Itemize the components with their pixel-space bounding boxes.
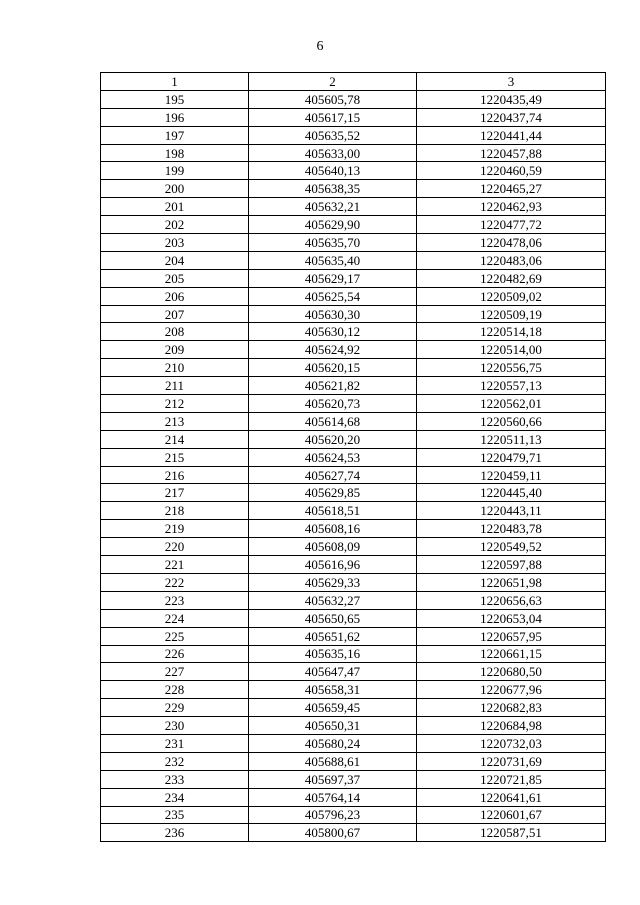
table-row [101,681,606,699]
x-coordinate-cell: 405638,35 [249,180,417,198]
y-coordinate-cell: 1220656,63 [417,591,606,609]
column-header-2: 2 [249,73,417,91]
column-header-3: 3 [417,73,606,91]
x-coordinate-cell: 405688,61 [249,752,417,770]
point-number-cell: 231 [101,734,249,752]
table-row [101,609,606,627]
y-coordinate-cell: 1220483,06 [417,251,606,269]
table-row [101,144,606,162]
y-coordinate-cell: 1220509,02 [417,287,606,305]
x-coordinate-cell: 405608,16 [249,520,417,538]
x-coordinate-cell: 405650,31 [249,717,417,735]
y-coordinate-cell: 1220731,69 [417,752,606,770]
point-number-cell: 198 [101,144,249,162]
table-row [101,573,606,591]
y-coordinate-cell: 1220684,98 [417,717,606,735]
table-row [101,663,606,681]
y-coordinate-cell: 1220732,03 [417,734,606,752]
point-number-cell: 211 [101,377,249,395]
y-coordinate-cell: 1220651,98 [417,573,606,591]
y-coordinate-cell: 1220562,01 [417,395,606,413]
y-coordinate-cell: 1220511,13 [417,430,606,448]
table-row [101,502,606,520]
point-number-cell: 228 [101,681,249,699]
point-number-cell: 220 [101,538,249,556]
y-coordinate-cell: 1220462,93 [417,198,606,216]
point-number-cell: 210 [101,359,249,377]
y-coordinate-cell: 1220483,78 [417,520,606,538]
x-coordinate-cell: 405640,13 [249,162,417,180]
table-row [101,377,606,395]
point-number-cell: 214 [101,430,249,448]
table-row [101,770,606,788]
table-row [101,323,606,341]
point-number-cell: 215 [101,448,249,466]
x-coordinate-cell: 405659,45 [249,699,417,717]
x-coordinate-cell: 405618,51 [249,502,417,520]
point-number-cell: 227 [101,663,249,681]
x-coordinate-cell: 405616,96 [249,556,417,574]
point-number-cell: 205 [101,269,249,287]
point-number-cell: 233 [101,770,249,788]
y-coordinate-cell: 1220482,69 [417,269,606,287]
y-coordinate-cell: 1220587,51 [417,824,606,842]
y-coordinate-cell: 1220479,71 [417,448,606,466]
x-coordinate-cell: 405614,68 [249,412,417,430]
point-number-cell: 197 [101,126,249,144]
x-coordinate-cell: 405651,62 [249,627,417,645]
x-coordinate-cell: 405647,47 [249,663,417,681]
table-row [101,234,606,252]
point-number-cell: 196 [101,108,249,126]
table-row [101,788,606,806]
y-coordinate-cell: 1220465,27 [417,180,606,198]
page-number: 6 [316,39,324,54]
point-number-cell: 225 [101,627,249,645]
point-number-cell: 201 [101,198,249,216]
point-number-cell: 207 [101,305,249,323]
table-row [101,287,606,305]
y-coordinate-cell: 1220721,85 [417,770,606,788]
x-coordinate-cell: 405621,82 [249,377,417,395]
coordinates-table [100,72,606,842]
y-coordinate-cell: 1220441,44 [417,126,606,144]
y-coordinate-cell: 1220459,11 [417,466,606,484]
x-coordinate-cell: 405629,17 [249,269,417,287]
table-row [101,520,606,538]
x-coordinate-cell: 405620,73 [249,395,417,413]
x-coordinate-cell: 405605,78 [249,90,417,108]
x-coordinate-cell: 405625,54 [249,287,417,305]
table-row [101,448,606,466]
point-number-cell: 222 [101,573,249,591]
x-coordinate-cell: 405796,23 [249,806,417,824]
point-number-cell: 206 [101,287,249,305]
y-coordinate-cell: 1220514,18 [417,323,606,341]
point-number-cell: 226 [101,645,249,663]
x-coordinate-cell: 405697,37 [249,770,417,788]
x-coordinate-cell: 405617,15 [249,108,417,126]
table-row [101,484,606,502]
point-number-cell: 213 [101,412,249,430]
x-coordinate-cell: 405630,12 [249,323,417,341]
y-coordinate-cell: 1220682,83 [417,699,606,717]
table-row [101,359,606,377]
point-number-cell: 202 [101,216,249,234]
y-coordinate-cell: 1220509,19 [417,305,606,323]
y-coordinate-cell: 1220457,88 [417,144,606,162]
table-row [101,162,606,180]
x-coordinate-cell: 405635,16 [249,645,417,663]
table-row [101,108,606,126]
table-body [101,90,606,841]
point-number-cell: 235 [101,806,249,824]
y-coordinate-cell: 1220435,49 [417,90,606,108]
point-number-cell: 203 [101,234,249,252]
point-number-cell: 230 [101,717,249,735]
x-coordinate-cell: 405627,74 [249,466,417,484]
y-coordinate-cell: 1220514,00 [417,341,606,359]
point-number-cell: 229 [101,699,249,717]
y-coordinate-cell: 1220677,96 [417,681,606,699]
y-coordinate-cell: 1220657,95 [417,627,606,645]
x-coordinate-cell: 405764,14 [249,788,417,806]
table-row [101,717,606,735]
table-row [101,538,606,556]
point-number-cell: 223 [101,591,249,609]
table-row [101,645,606,663]
point-number-cell: 208 [101,323,249,341]
table-header-row [101,73,606,91]
point-number-cell: 221 [101,556,249,574]
x-coordinate-cell: 405629,90 [249,216,417,234]
table-row [101,734,606,752]
y-coordinate-cell: 1220557,13 [417,377,606,395]
y-coordinate-cell: 1220661,15 [417,645,606,663]
table-row [101,556,606,574]
point-number-cell: 234 [101,788,249,806]
y-coordinate-cell: 1220556,75 [417,359,606,377]
table-row [101,269,606,287]
y-coordinate-cell: 1220478,06 [417,234,606,252]
point-number-cell: 217 [101,484,249,502]
x-coordinate-cell: 405658,31 [249,681,417,699]
point-number-cell: 219 [101,520,249,538]
x-coordinate-cell: 405624,53 [249,448,417,466]
table-row [101,216,606,234]
point-number-cell: 224 [101,609,249,627]
y-coordinate-cell: 1220653,04 [417,609,606,627]
x-coordinate-cell: 405629,33 [249,573,417,591]
x-coordinate-cell: 405633,00 [249,144,417,162]
table-row [101,412,606,430]
table-row [101,90,606,108]
x-coordinate-cell: 405608,09 [249,538,417,556]
point-number-cell: 232 [101,752,249,770]
x-coordinate-cell: 405680,24 [249,734,417,752]
y-coordinate-cell: 1220601,67 [417,806,606,824]
table-row [101,627,606,645]
table-row [101,752,606,770]
table-row [101,466,606,484]
x-coordinate-cell: 405620,15 [249,359,417,377]
y-coordinate-cell: 1220680,50 [417,663,606,681]
table-row [101,824,606,842]
point-number-cell: 200 [101,180,249,198]
y-coordinate-cell: 1220549,52 [417,538,606,556]
x-coordinate-cell: 405630,30 [249,305,417,323]
point-number-cell: 204 [101,251,249,269]
y-coordinate-cell: 1220477,72 [417,216,606,234]
point-number-cell: 199 [101,162,249,180]
point-number-cell: 212 [101,395,249,413]
y-coordinate-cell: 1220437,74 [417,108,606,126]
column-header-1: 1 [101,73,249,91]
table-row [101,126,606,144]
table-row [101,180,606,198]
x-coordinate-cell: 405632,21 [249,198,417,216]
y-coordinate-cell: 1220560,66 [417,412,606,430]
table-row [101,591,606,609]
x-coordinate-cell: 405620,20 [249,430,417,448]
x-coordinate-cell: 405800,67 [249,824,417,842]
y-coordinate-cell: 1220641,61 [417,788,606,806]
x-coordinate-cell: 405650,65 [249,609,417,627]
point-number-cell: 236 [101,824,249,842]
point-number-cell: 218 [101,502,249,520]
table-row [101,806,606,824]
point-number-cell: 209 [101,341,249,359]
point-number-cell: 195 [101,90,249,108]
table-row [101,305,606,323]
table-row [101,251,606,269]
point-number-cell: 216 [101,466,249,484]
table-row [101,395,606,413]
y-coordinate-cell: 1220445,40 [417,484,606,502]
x-coordinate-cell: 405629,85 [249,484,417,502]
x-coordinate-cell: 405635,40 [249,251,417,269]
y-coordinate-cell: 1220597,88 [417,556,606,574]
x-coordinate-cell: 405624,92 [249,341,417,359]
table-row [101,198,606,216]
y-coordinate-cell: 1220443,11 [417,502,606,520]
table-row [101,699,606,717]
table-row [101,341,606,359]
x-coordinate-cell: 405632,27 [249,591,417,609]
x-coordinate-cell: 405635,70 [249,234,417,252]
y-coordinate-cell: 1220460,59 [417,162,606,180]
x-coordinate-cell: 405635,52 [249,126,417,144]
table-row [101,430,606,448]
